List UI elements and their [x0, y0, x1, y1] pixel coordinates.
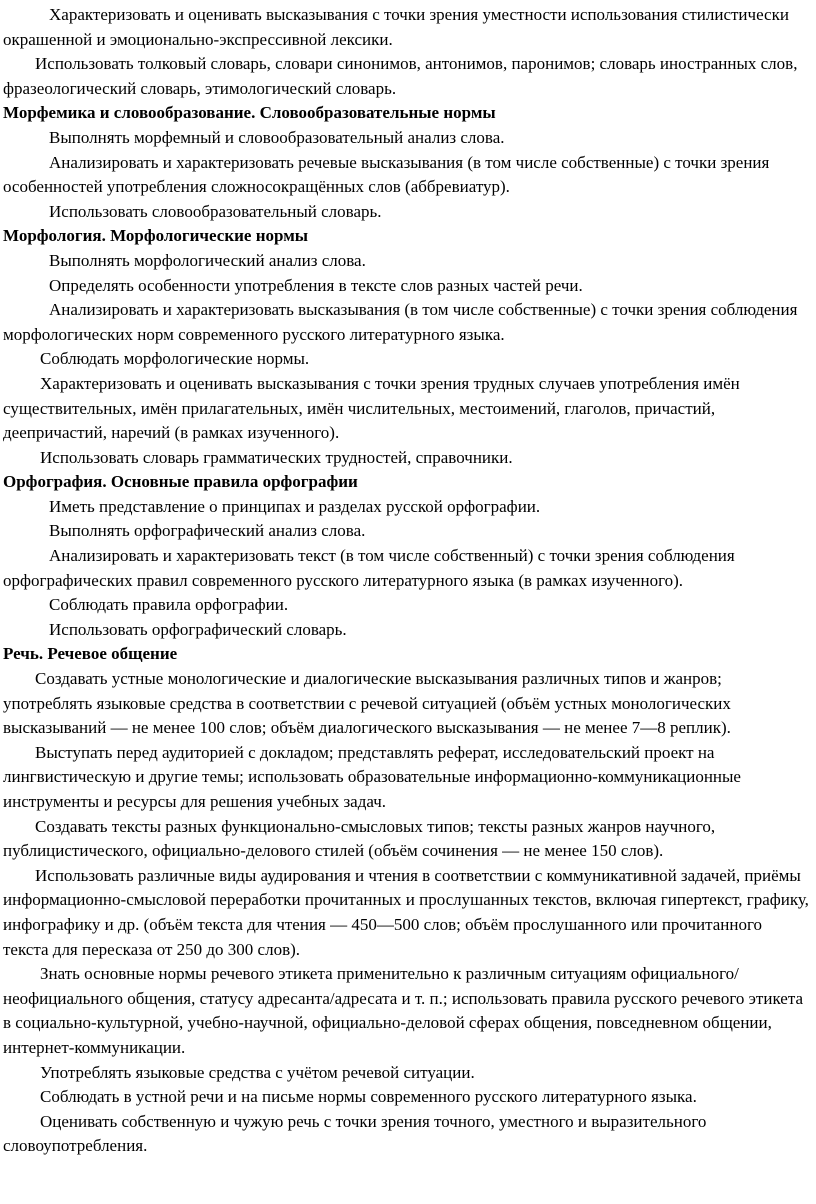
paragraph: Характеризовать и оценивать высказывания с точки зрения уместности использования стилистически окрашенной и эмоционально-экспрессивной лексики. — [3, 5, 789, 49]
paragraph: Создавать устные монологические и диалогические высказывания различных типов и жанров; употреблять языковые средства в соответствии с речевой ситуацией (объём устных монологических высказываний — не менее 100 слов; объём диалогического высказывания — не менее 7—8 реплик). — [3, 669, 731, 738]
paragraph: Иметь представление о принципах и разделах русской орфографии. — [49, 496, 541, 516]
paragraph: Характеризовать и оценивать высказывания с точки зрения трудных случаев употребления имён существительных, имён прилагательных, имён числительных, местоимений, глаголов, причастий, деепричастий, наречий (в рамках изученного). — [3, 373, 740, 443]
paragraph: Выполнять орфографический анализ слова. — [49, 521, 366, 541]
paragraph: Анализировать и характеризовать высказывания (в том числе собственные) с точки зрения соблюдения морфологических норм современного русского литературного языка. — [3, 300, 798, 344]
paragraph: Знать основные нормы речевого этикета применительно к различным ситуациям официального/неофициального общения, статусу адресанта/адресата и т. п.; использовать правила русского речевого этикета в социально-культурной, учебно-научной, официально-деловой сферах общения, повседневном общении, интернет-коммуникации. — [3, 964, 804, 1057]
paragraph: Выполнять морфологический анализ слова. — [49, 250, 366, 270]
paragraph: Соблюдать правила орфографии. — [49, 595, 289, 615]
paragraph: Использовать толковый словарь, словари синонимов, антонимов, паронимов; словарь иностранных слов, фразеологический словарь, этимологический словарь. — [3, 54, 798, 98]
paragraph: Выполнять морфемный и словообразовательный анализ слова. — [49, 127, 505, 147]
paragraph: Употреблять языковые средства с учётом речевой ситуации. — [40, 1062, 475, 1082]
paragraph: Использовать различные виды аудирования и чтения в соответствии с коммуникативной задачей, приёмы информационно-смысловой переработки прочитанных и прослушанных текстов, включая гипертекст, графику, инфографику и др. (объём текста для чтения — 450—500 слов; объём прослушанного или прочитанного текста для пересказа от 250 до 300 слов). — [3, 865, 809, 959]
paragraph: Определять особенности употребления в тексте слов разных частей речи. — [49, 275, 583, 295]
section-heading: Морфемика и словообразование. Словообразовательные нормы — [3, 103, 496, 123]
paragraph: Выступать перед аудиторией с докладом; представлять реферат, исследовательский проект на лингвистическую и другие темы; использовать образовательные информационно-коммуникационные инструменты и ресурсы для решения учебных задач. — [3, 742, 741, 811]
paragraph: Использовать словарь грамматических трудностей, справочники. — [40, 447, 513, 467]
paragraph: Соблюдать морфологические нормы. — [40, 349, 310, 369]
section-heading: Морфология. Морфологические нормы — [3, 226, 309, 246]
paragraph: Анализировать и характеризовать текст (в том числе собственный) с точки зрения соблюдения орфографических правил современного русского литературного языка (в рамках изученного). — [3, 546, 735, 590]
paragraph: Использовать словообразовательный словарь. — [49, 201, 382, 221]
section-heading: Орфография. Основные правила орфографии — [3, 472, 358, 492]
paragraph: Использовать орфографический словарь. — [49, 619, 347, 639]
section-heading: Речь. Речевое общение — [3, 644, 178, 664]
paragraph: Создавать тексты разных функционально-смысловых типов; тексты разных жанров научного, публицистического, официально-делового стилей (объём сочинения — не менее 150 слов). — [3, 816, 716, 861]
paragraph: Соблюдать в устной речи и на письме нормы современного русского литературного языка. — [40, 1087, 697, 1107]
paragraph: Анализировать и характеризовать речевые высказывания (в том числе собственные) с точки зрения особенностей употребления сложносокращённых слов (аббревиатур). — [3, 152, 770, 197]
paragraph: Оценивать собственную и чужую речь с точки зрения точного, уместного и выразительного словоупотребления. — [3, 1111, 707, 1156]
